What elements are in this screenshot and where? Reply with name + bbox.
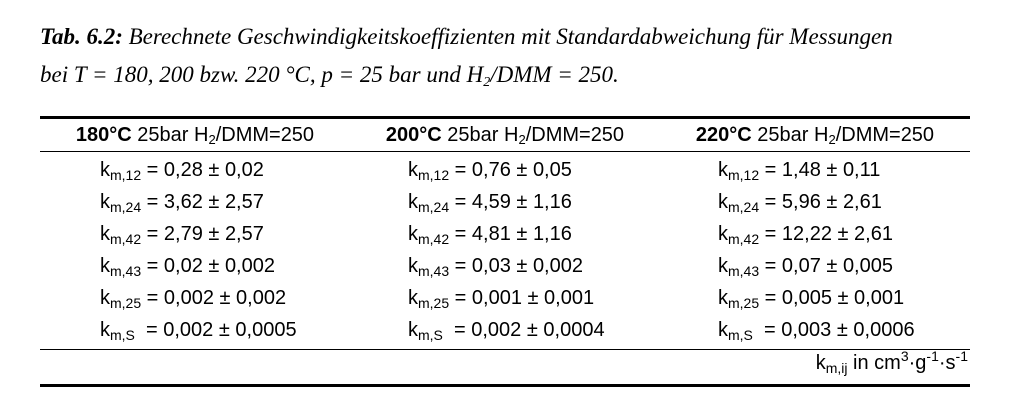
header-180	[40, 124, 350, 147]
coef-symbol: k	[718, 318, 728, 341]
coef-subscript: m,42	[418, 230, 450, 247]
header-temp: 180°C	[75, 123, 132, 146]
units-exp: -1	[955, 348, 968, 364]
table-cell	[660, 191, 970, 214]
table-cell	[660, 319, 970, 342]
coef-symbol: k	[100, 254, 110, 277]
equals-sign: =	[759, 286, 782, 309]
caption-line-2	[40, 56, 1000, 94]
table-caption	[40, 18, 1000, 94]
table-cell	[352, 159, 660, 182]
coef-value: 0,002 ± 0,002	[163, 286, 287, 309]
caption-text-2b: /DMM = 250.	[490, 62, 619, 87]
equals-sign: =	[759, 222, 782, 245]
equals-sign: =	[449, 190, 472, 213]
coef-subscript: m,25	[418, 294, 450, 311]
coef-value: 12,22 ± 2,61	[781, 222, 893, 245]
table-cell	[352, 255, 660, 278]
table-header-row	[40, 119, 970, 151]
coef-value: 0,005 ± 0,001	[781, 286, 905, 309]
table-cell	[40, 319, 352, 342]
coef-symbol: k	[408, 318, 418, 341]
header-text: 25bar H	[131, 123, 209, 146]
caption-line-1	[40, 18, 1000, 56]
table-cell	[352, 191, 660, 214]
header-temp: 200°C	[385, 123, 442, 146]
equals-sign: =	[449, 254, 472, 277]
equals-sign: =	[449, 222, 472, 245]
table-cell	[40, 223, 352, 246]
coef-symbol: k	[100, 318, 110, 341]
coef-value: 0,003 ± 0,0006	[781, 318, 915, 341]
equals-sign: =	[442, 318, 472, 341]
units-k-sub: m,ij	[825, 360, 848, 376]
header-sub: 2	[518, 131, 526, 147]
units-exp: 3	[900, 348, 909, 364]
equals-sign: =	[449, 158, 472, 181]
equals-sign: =	[759, 190, 782, 213]
coef-subscript: m,24	[728, 198, 760, 215]
coef-symbol: k	[718, 158, 728, 181]
units-in-cm: in cm	[847, 352, 901, 374]
table-row	[40, 154, 970, 186]
equals-sign: =	[752, 318, 782, 341]
coef-symbol: k	[100, 158, 110, 181]
table-cell	[40, 287, 352, 310]
coef-symbol: k	[408, 190, 418, 213]
table-cell	[40, 159, 352, 182]
coef-symbol: k	[718, 254, 728, 277]
table-cell	[660, 287, 970, 310]
equals-sign: =	[141, 158, 164, 181]
coef-subscript: m,43	[728, 262, 760, 279]
coef-subscript: m,S	[110, 326, 135, 343]
coef-subscript: m,43	[418, 262, 450, 279]
table-cell	[352, 287, 660, 310]
coef-value: 0,07 ± 0,005	[781, 254, 893, 277]
header-220	[660, 124, 970, 147]
equals-sign: =	[141, 286, 164, 309]
equals-sign: =	[759, 254, 782, 277]
coef-subscript: m,12	[728, 166, 760, 183]
coef-subscript: m,12	[418, 166, 450, 183]
caption-subscript: 2	[483, 75, 491, 90]
units-k: k	[815, 352, 826, 374]
table-row	[40, 314, 970, 346]
table-cell	[660, 223, 970, 246]
coef-symbol: k	[408, 286, 418, 309]
header-text: /DMM=250	[835, 123, 935, 146]
header-200	[350, 124, 660, 147]
coef-subscript: m,25	[728, 294, 760, 311]
coef-value: 2,79 ± 2,57	[163, 222, 264, 245]
header-text: /DMM=250	[215, 123, 315, 146]
table-cell	[660, 255, 970, 278]
header-sub: 2	[828, 131, 836, 147]
coef-value: 4,81 ± 1,16	[471, 222, 572, 245]
equals-sign: =	[141, 190, 164, 213]
data-table	[40, 116, 970, 387]
coef-symbol: k	[408, 222, 418, 245]
coef-value: 0,001 ± 0,001	[471, 286, 595, 309]
coef-value: 0,02 ± 0,002	[163, 254, 275, 277]
table-cell	[660, 159, 970, 182]
header-text: 25bar H	[751, 123, 829, 146]
coef-subscript: m,24	[418, 198, 450, 215]
coef-subscript: m,25	[110, 294, 142, 311]
table-cell	[352, 223, 660, 246]
units-g: ·g	[908, 352, 927, 374]
header-text: /DMM=250	[525, 123, 625, 146]
coef-subscript: m,S	[418, 326, 443, 343]
coef-symbol: k	[100, 190, 110, 213]
coef-symbol: k	[718, 286, 728, 309]
table-cell	[40, 255, 352, 278]
header-text: 25bar H	[441, 123, 519, 146]
units-exp: -1	[926, 348, 939, 364]
units-s: ·s	[938, 352, 956, 374]
equals-sign: =	[759, 158, 782, 181]
equals-sign: =	[141, 254, 164, 277]
coef-value: 0,76 ± 0,05	[471, 158, 572, 181]
coef-value: 0,28 ± 0,02	[163, 158, 264, 181]
coef-symbol: k	[408, 254, 418, 277]
header-sub: 2	[208, 131, 216, 147]
units-note	[815, 348, 968, 376]
header-temp: 220°C	[695, 123, 752, 146]
table-body	[40, 152, 970, 349]
coef-symbol: k	[100, 222, 110, 245]
equals-sign: =	[134, 318, 164, 341]
coef-subscript: m,42	[728, 230, 760, 247]
coef-symbol: k	[408, 158, 418, 181]
table-row	[40, 282, 970, 314]
table-row	[40, 250, 970, 282]
coef-value: 1,48 ± 0,11	[781, 158, 881, 181]
coef-subscript: m,24	[110, 198, 142, 215]
coef-value: 0,002 ± 0,0005	[163, 318, 297, 341]
units-row	[40, 350, 970, 384]
coef-value: 5,96 ± 2,61	[781, 190, 882, 213]
coef-value: 0,002 ± 0,0004	[471, 318, 605, 341]
table-cell	[352, 319, 660, 342]
coef-subscript: m,42	[110, 230, 142, 247]
caption-text-1: Berechnete Geschwindigkeitskoeffizienten mit Standardabweichung für Messungen	[122, 24, 893, 49]
coef-value: 3,62 ± 2,57	[163, 190, 264, 213]
coef-subscript: m,43	[110, 262, 142, 279]
table-bottom-rule	[40, 384, 970, 387]
coef-subscript: m,12	[110, 166, 142, 183]
equals-sign: =	[141, 222, 164, 245]
coef-value: 0,03 ± 0,002	[471, 254, 583, 277]
table-row	[40, 186, 970, 218]
caption-label: Tab. 6.2:	[40, 24, 123, 49]
coef-symbol: k	[718, 190, 728, 213]
table-row	[40, 218, 970, 250]
equals-sign: =	[449, 286, 472, 309]
coef-symbol: k	[718, 222, 728, 245]
table-cell	[40, 191, 352, 214]
coef-symbol: k	[100, 286, 110, 309]
coef-value: 4,59 ± 1,16	[471, 190, 572, 213]
coef-subscript: m,S	[728, 326, 753, 343]
caption-text-2a: bei T = 180, 200 bzw. 220 °C, p = 25 bar und H	[40, 62, 484, 87]
